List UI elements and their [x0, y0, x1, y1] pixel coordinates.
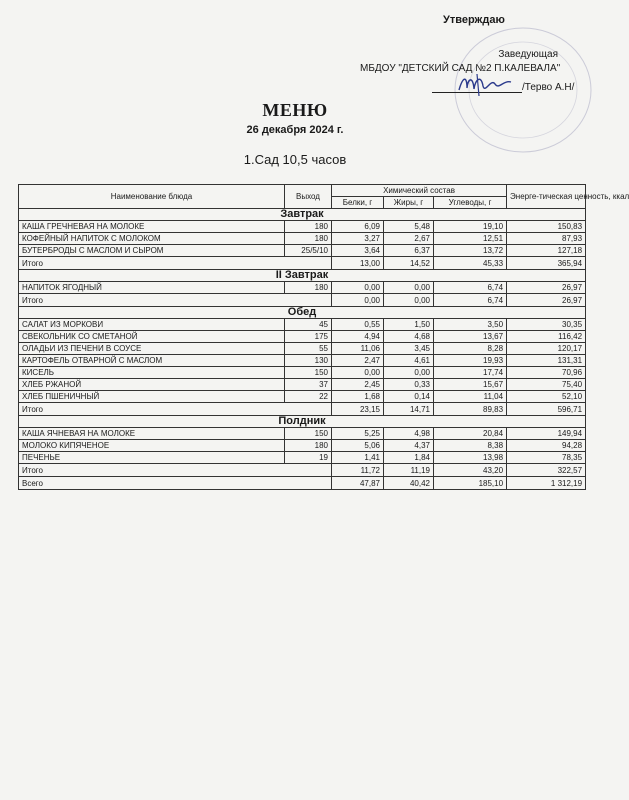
table-row: [19, 440, 586, 452]
total-energy: 596,71: [507, 403, 586, 416]
dish-carbs: 19,93: [434, 355, 507, 367]
total-protein: 13,00: [332, 257, 384, 270]
section-row: [19, 270, 586, 282]
total-fat: 11,19: [384, 464, 434, 477]
dish-carbs: 12,51: [434, 233, 507, 245]
dish-output: 25/5/10: [285, 245, 332, 257]
approve-label: Утверждаю: [443, 14, 505, 26]
dish-protein: 4,94: [332, 331, 384, 343]
dish-protein: 5,25: [332, 428, 384, 440]
table-row: [19, 282, 586, 294]
dish-energy: 120,17: [507, 343, 586, 355]
grand-total-energy: 1 312,19: [507, 477, 586, 490]
table-row: [19, 221, 586, 233]
dish-carbs: 17,74: [434, 367, 507, 379]
total-label: Итого: [19, 403, 332, 416]
table-row: [19, 379, 586, 391]
dish-energy: 116,42: [507, 331, 586, 343]
dish-energy: 131,31: [507, 355, 586, 367]
dish-protein: 3,64: [332, 245, 384, 257]
total-protein: 0,00: [332, 294, 384, 307]
dish-protein: 6,09: [332, 221, 384, 233]
grand-total-label: Всего: [19, 477, 332, 490]
section-row: [19, 209, 586, 221]
dish-fat: 3,45: [384, 343, 434, 355]
total-fat: 14,71: [384, 403, 434, 416]
dish-name: НАПИТОК ЯГОДНЫЙ: [19, 282, 285, 294]
dish-output: 22: [285, 391, 332, 403]
col-header-name: Наименование блюда: [19, 185, 285, 209]
table-row: [19, 245, 586, 257]
dish-name: ПЕЧЕНЬЕ: [19, 452, 285, 464]
dish-carbs: 3,50: [434, 319, 507, 331]
dish-energy: 150,83: [507, 221, 586, 233]
dish-name: БУТЕРБРОДЫ С МАСЛОМ И СЫРОМ: [19, 245, 285, 257]
dish-protein: 3,27: [332, 233, 384, 245]
dish-fat: 0,14: [384, 391, 434, 403]
section-title: Обед: [19, 307, 586, 319]
section-total-row: [19, 257, 586, 270]
grand-total-carbs: 185,10: [434, 477, 507, 490]
col-header-fat: Жиры, г: [384, 197, 434, 209]
dish-energy: 30,35: [507, 319, 586, 331]
total-label: Итого: [19, 464, 332, 477]
dish-fat: 4,98: [384, 428, 434, 440]
dish-output: 55: [285, 343, 332, 355]
table-row: [19, 319, 586, 331]
col-header-energy: Энерге-тическая ценность, ккал: [507, 185, 586, 209]
table-row: [19, 367, 586, 379]
table-row: [19, 428, 586, 440]
section-title: Полдник: [19, 416, 586, 428]
dish-energy: 87,93: [507, 233, 586, 245]
handwritten-signature: [455, 70, 515, 100]
dish-output: 175: [285, 331, 332, 343]
dish-fat: 0,00: [384, 282, 434, 294]
position-title: Заведующая: [498, 49, 558, 60]
dish-carbs: 15,67: [434, 379, 507, 391]
dish-name: КОФЕЙНЫЙ НАПИТОК С МОЛОКОМ: [19, 233, 285, 245]
dish-fat: 0,33: [384, 379, 434, 391]
document-subtitle: 1.Сад 10,5 часов: [243, 152, 347, 167]
dish-carbs: 20,84: [434, 428, 507, 440]
dish-fat: 1,84: [384, 452, 434, 464]
dish-carbs: 13,67: [434, 331, 507, 343]
dish-carbs: 11,04: [434, 391, 507, 403]
dish-protein: 0,00: [332, 282, 384, 294]
dish-protein: 2,45: [332, 379, 384, 391]
total-carbs: 6,74: [434, 294, 507, 307]
total-protein: 11,72: [332, 464, 384, 477]
dish-carbs: 8,38: [434, 440, 507, 452]
menu-table-body: [19, 209, 586, 490]
col-header-output: Выход: [285, 185, 332, 209]
table-row: [19, 233, 586, 245]
dish-output: 180: [285, 221, 332, 233]
dish-protein: 11,06: [332, 343, 384, 355]
table-row: [19, 452, 586, 464]
col-header-carbs: Углеводы, г: [434, 197, 507, 209]
total-carbs: 43,20: [434, 464, 507, 477]
dish-output: 19: [285, 452, 332, 464]
table-row: [19, 331, 586, 343]
dish-output: 37: [285, 379, 332, 391]
dish-name: КАША ЯЧНЕВАЯ НА МОЛОКЕ: [19, 428, 285, 440]
total-energy: 322,57: [507, 464, 586, 477]
dish-carbs: 8,28: [434, 343, 507, 355]
dish-energy: 78,35: [507, 452, 586, 464]
dish-output: 180: [285, 440, 332, 452]
dish-fat: 4,61: [384, 355, 434, 367]
dish-output: 180: [285, 282, 332, 294]
table-row: [19, 391, 586, 403]
dish-carbs: 13,98: [434, 452, 507, 464]
total-energy: 365,94: [507, 257, 586, 270]
total-fat: 0,00: [384, 294, 434, 307]
dish-energy: 127,18: [507, 245, 586, 257]
section-row: [19, 416, 586, 428]
dish-protein: 5,06: [332, 440, 384, 452]
dish-energy: 94,28: [507, 440, 586, 452]
grand-total-fat: 40,42: [384, 477, 434, 490]
organization-name: МБДОУ "ДЕТСКИЙ САД №2 П.КАЛЕВАЛА": [360, 63, 561, 74]
dish-fat: 4,68: [384, 331, 434, 343]
dish-fat: 6,37: [384, 245, 434, 257]
col-header-chem: Химический состав: [332, 185, 507, 197]
grand-total-protein: 47,87: [332, 477, 384, 490]
dish-energy: 75,40: [507, 379, 586, 391]
dish-output: 45: [285, 319, 332, 331]
table-row: [19, 343, 586, 355]
dish-name: КАША ГРЕЧНЕВАЯ НА МОЛОКЕ: [19, 221, 285, 233]
dish-fat: 2,67: [384, 233, 434, 245]
section-title: II Завтрак: [19, 270, 586, 282]
menu-table: [18, 184, 629, 490]
dish-protein: 0,00: [332, 367, 384, 379]
section-total-row: [19, 403, 586, 416]
section-total-row: [19, 464, 586, 477]
dish-protein: 2,47: [332, 355, 384, 367]
dish-carbs: 19,10: [434, 221, 507, 233]
dish-energy: 26,97: [507, 282, 586, 294]
col-header-protein: Белки, г: [332, 197, 384, 209]
dish-name: ХЛЕБ ПШЕНИЧНЫЙ: [19, 391, 285, 403]
dish-protein: 0,55: [332, 319, 384, 331]
dish-name: СВЕКОЛЬНИК СО СМЕТАНОЙ: [19, 331, 285, 343]
dish-energy: 70,96: [507, 367, 586, 379]
total-label: Итого: [19, 294, 332, 307]
dish-name: МОЛОКО КИПЯЧЕНОЕ: [19, 440, 285, 452]
total-energy: 26,97: [507, 294, 586, 307]
dish-name: ХЛЕБ РЖАНОЙ: [19, 379, 285, 391]
total-carbs: 89,83: [434, 403, 507, 416]
dish-carbs: 13,72: [434, 245, 507, 257]
dish-fat: 4,37: [384, 440, 434, 452]
grand-total-row: [19, 477, 586, 490]
total-carbs: 45,33: [434, 257, 507, 270]
dish-fat: 0,00: [384, 367, 434, 379]
dish-output: 150: [285, 367, 332, 379]
total-protein: 23,15: [332, 403, 384, 416]
section-total-row: [19, 294, 586, 307]
dish-protein: 1,41: [332, 452, 384, 464]
dish-output: 130: [285, 355, 332, 367]
total-fat: 14,52: [384, 257, 434, 270]
total-label: Итого: [19, 257, 332, 270]
dish-name: ОЛАДЬИ ИЗ ПЕЧЕНИ В СОУСЕ: [19, 343, 285, 355]
section-row: [19, 307, 586, 319]
dish-name: КАРТОФЕЛЬ ОТВАРНОЙ С МАСЛОМ: [19, 355, 285, 367]
dish-output: 180: [285, 233, 332, 245]
dish-output: 150: [285, 428, 332, 440]
table-row: [19, 355, 586, 367]
document-title: МЕНЮ: [262, 100, 328, 120]
dish-fat: 1,50: [384, 319, 434, 331]
dish-name: КИСЕЛЬ: [19, 367, 285, 379]
dish-energy: 52,10: [507, 391, 586, 403]
dish-protein: 1,68: [332, 391, 384, 403]
signature-name: /Терво А.Н/: [522, 82, 575, 93]
section-title: Завтрак: [19, 209, 586, 221]
dish-fat: 5,48: [384, 221, 434, 233]
document-date: 26 декабря 2024 г.: [246, 124, 344, 136]
dish-energy: 149,94: [507, 428, 586, 440]
dish-name: САЛАТ ИЗ МОРКОВИ: [19, 319, 285, 331]
dish-carbs: 6,74: [434, 282, 507, 294]
